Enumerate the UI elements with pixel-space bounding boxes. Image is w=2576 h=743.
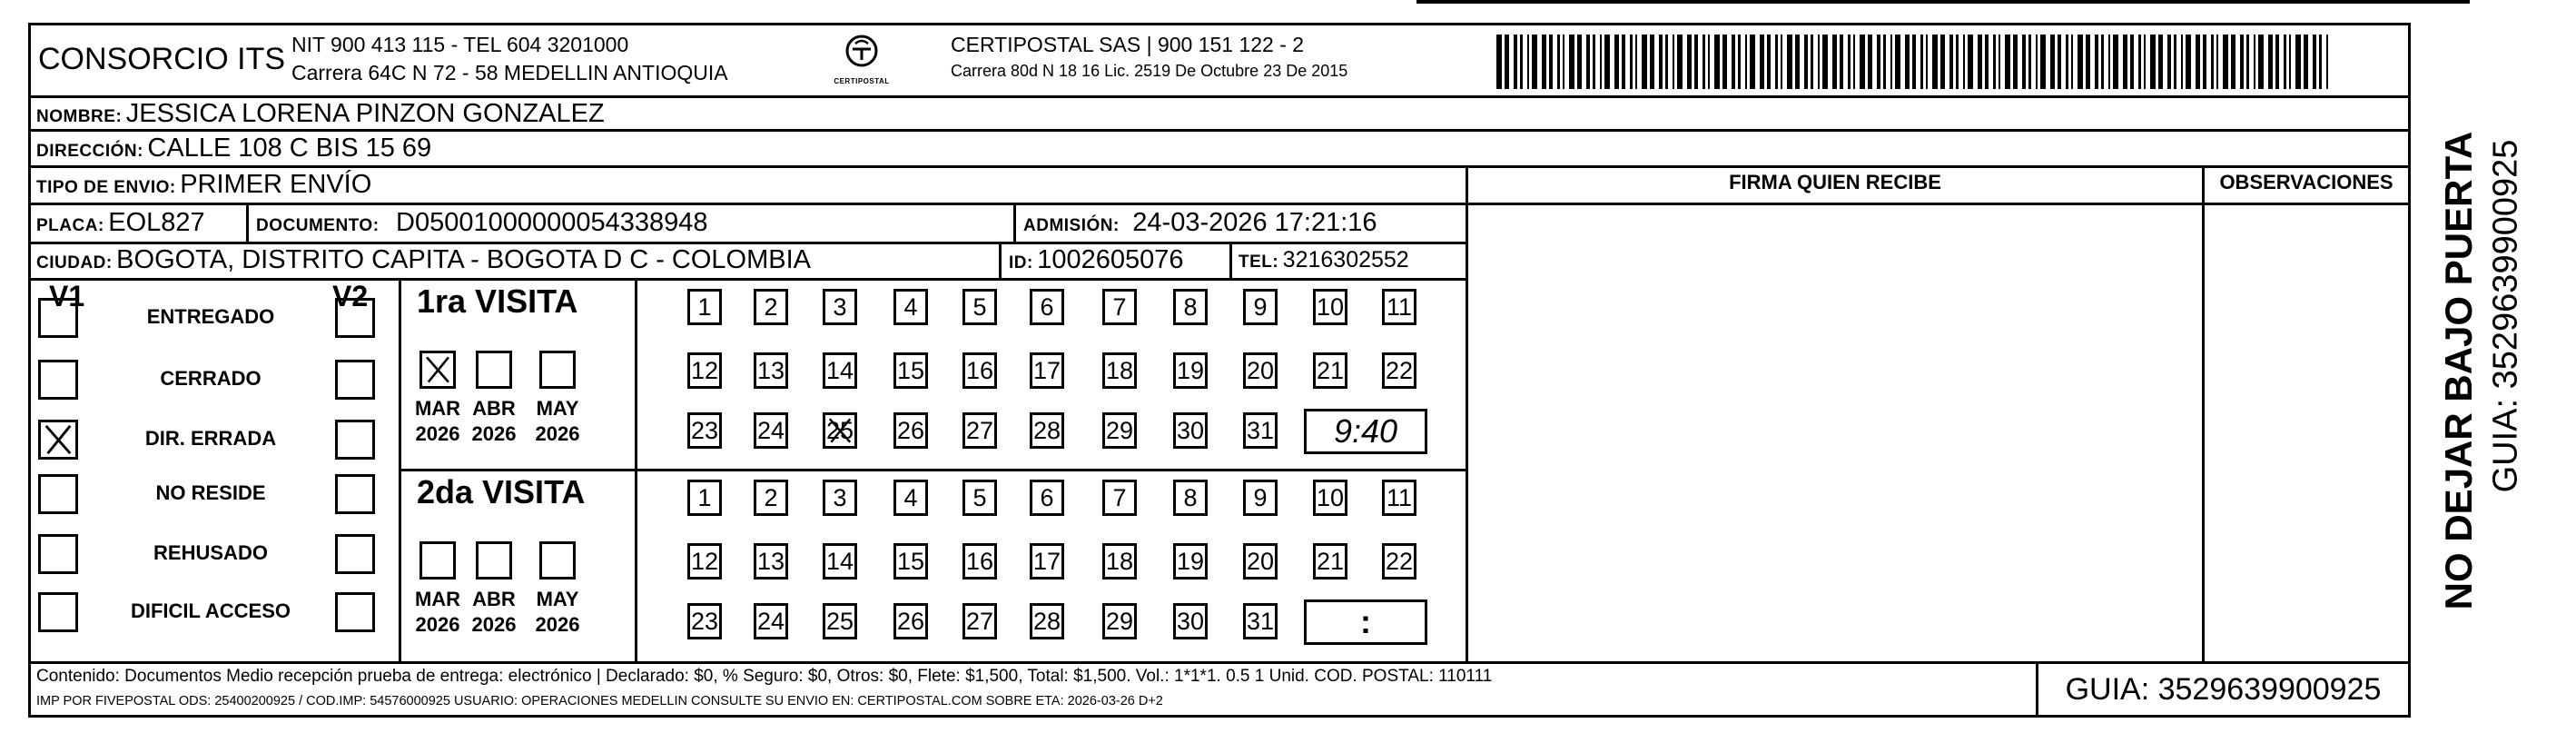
visit2-day-box[interactable]: [1030, 543, 1064, 580]
id-row: [1009, 245, 1184, 275]
visit1-day-box[interactable]: [1030, 289, 1064, 325]
day-number: 25: [825, 416, 854, 444]
visit2-day-box[interactable]: [687, 543, 722, 580]
visit2-day-box[interactable]: [1102, 603, 1137, 639]
footer-guia: GUIA: 3529639900925: [2065, 672, 2382, 707]
visit2-day-box[interactable]: [1382, 543, 1416, 580]
day-number: 2: [764, 483, 778, 511]
month-name: MAY: [536, 588, 579, 610]
nombre-label: NOMBRE:: [36, 107, 123, 126]
visit1-day-box[interactable]: [962, 412, 997, 449]
delivery-form: [28, 23, 2411, 718]
visit2-day-box[interactable]: [754, 543, 788, 580]
ciudad-label: CIUDAD:: [36, 253, 113, 272]
visit1-day-box[interactable]: [823, 352, 857, 389]
month-name: ABR: [472, 397, 516, 420]
visit1-day-box[interactable]: [1030, 412, 1064, 449]
day-number: 19: [1176, 356, 1205, 384]
visit1-day-box[interactable]: [1102, 352, 1137, 389]
visit1-day-box[interactable]: [1382, 289, 1416, 325]
day-number: 4: [903, 483, 918, 511]
visit1-day-box[interactable]: [754, 289, 788, 325]
visit1-month-label: [410, 396, 465, 447]
x-mark-icon: [825, 415, 854, 446]
logo-caption: CERTIPOSTAL: [834, 77, 890, 85]
day-number: 22: [1385, 547, 1414, 575]
ciudad-value: BOGOTA, DISTRITO CAPITA - BOGOTA D C - COLOMBIA: [116, 245, 812, 274]
visit1-day-box[interactable]: [893, 412, 928, 449]
documento-row: [256, 208, 708, 238]
tipo-value: PRIMER ENVÍO: [180, 170, 372, 199]
documento-label: DOCUMENTO:: [256, 216, 380, 235]
vrule-observaciones: [2202, 165, 2205, 661]
day-number: 1: [697, 292, 712, 321]
visit1-day-box[interactable]: [962, 289, 997, 325]
visit2-day-box[interactable]: [823, 480, 857, 516]
direccion-value: CALLE 108 C BIS 15 69: [147, 134, 432, 163]
visit2-time-value: :: [1360, 603, 1371, 640]
nombre-value: JESSICA LORENA PINZON GONZALEZ: [125, 99, 605, 128]
visit2-time-box[interactable]: [1304, 599, 1427, 645]
visit2-day-box[interactable]: [823, 603, 857, 639]
day-number: 16: [965, 356, 994, 384]
status-label: CERRADO: [160, 367, 262, 390]
rule-visit-split: [399, 469, 1466, 471]
visit1-day-box[interactable]: [823, 412, 857, 449]
top-rule: [1416, 0, 2470, 4]
day-number: 10: [1316, 292, 1345, 321]
visit1-day-box[interactable]: [1313, 352, 1347, 389]
status-label: NO RESIDE: [155, 481, 266, 504]
id-label: ID:: [1009, 253, 1033, 272]
month-name: ABR: [472, 588, 516, 610]
day-number: 25: [825, 607, 854, 635]
visit2-day-box[interactable]: [1102, 543, 1137, 580]
day-number: 9: [1253, 292, 1268, 321]
day-number: 16: [965, 547, 994, 575]
rule-column-header: [1466, 203, 2408, 205]
visit1-month-checkbox[interactable]: [539, 351, 576, 389]
visit2-day-box[interactable]: [1313, 480, 1347, 516]
visit2-day-box[interactable]: [687, 603, 722, 639]
status-label: REHUSADO: [153, 541, 268, 564]
admision-value: 24-03-2026 17:21:16: [1132, 208, 1377, 237]
visit1-day-box[interactable]: [1313, 289, 1347, 325]
visit1-day-box[interactable]: [687, 412, 722, 449]
month-year: 2026: [471, 422, 517, 445]
visit1-time-box[interactable]: [1304, 409, 1427, 454]
month-name: MAR: [414, 588, 461, 610]
carrier-line1: CERTIPOSTAL SAS | 900 151 122 - 2: [951, 33, 1305, 56]
visit2-month-label: [410, 587, 465, 638]
status-label: DIR. ERRADA: [144, 427, 277, 450]
company-line2: Carrera 64C N 72 - 58 MEDELLIN ANTIOQUIA: [291, 61, 728, 84]
visit2-day-box[interactable]: [1173, 543, 1208, 580]
visit2-day-box[interactable]: [962, 543, 997, 580]
visit1-day-box[interactable]: [687, 289, 722, 325]
placa-value: EOL827: [108, 208, 205, 237]
v2-checkbox[interactable]: [335, 360, 375, 400]
side-notice: NO DEJAR BAJO PUERTA: [2437, 131, 2480, 610]
certipostal-logo: [830, 33, 893, 87]
visit2-day-box[interactable]: [1102, 480, 1137, 516]
visit1-day-box[interactable]: [1102, 412, 1137, 449]
visit2-day-box[interactable]: [893, 603, 928, 639]
visit2-day-box[interactable]: [1173, 480, 1208, 516]
day-number: 12: [690, 547, 719, 575]
visit1-day-box[interactable]: [893, 289, 928, 325]
visit1-day-box[interactable]: [1243, 412, 1278, 449]
firma-header: FIRMA QUIEN RECIBE: [1729, 171, 1941, 193]
day-number: 17: [1032, 547, 1061, 575]
day-number: 24: [756, 416, 785, 444]
ciudad-row: [36, 245, 811, 275]
visit1-day-box[interactable]: [754, 352, 788, 389]
month-year: 2026: [415, 422, 460, 445]
day-number: 8: [1183, 483, 1198, 511]
vrule-id: [999, 242, 1002, 278]
day-number: 28: [1032, 416, 1061, 444]
tipo-label: TIPO DE ENVIO:: [36, 178, 176, 197]
day-number: 15: [896, 547, 925, 575]
month-year: 2026: [471, 613, 517, 636]
visit1-month-checkbox[interactable]: [419, 351, 456, 389]
rule-footer: [31, 661, 2408, 664]
tel-row: [1239, 247, 1409, 273]
visit1-day-box[interactable]: [1173, 352, 1208, 389]
company-name: CONSORCIO ITS: [38, 42, 286, 76]
tel-value: 3216302552: [1282, 247, 1409, 272]
visit1-day-box[interactable]: [1102, 289, 1137, 325]
visit1-day-box[interactable]: [1382, 352, 1416, 389]
v1-checkbox[interactable]: [38, 360, 78, 400]
vrule-placa: [246, 203, 249, 242]
visit1-day-box[interactable]: [1243, 289, 1278, 325]
visit2-month-label: [530, 587, 585, 638]
day-number: 20: [1246, 547, 1275, 575]
rule-header: [31, 95, 2408, 98]
visit2-day-box[interactable]: [1030, 480, 1064, 516]
visit2-day-box[interactable]: [893, 543, 928, 580]
day-number: 20: [1246, 356, 1275, 384]
visit1-day-box[interactable]: [823, 289, 857, 325]
visit1-day-box[interactable]: [1030, 352, 1064, 389]
day-number: 13: [756, 547, 785, 575]
visit1-title: 1ra VISITA: [417, 282, 578, 320]
v2-checkbox[interactable]: [335, 474, 375, 514]
day-number: 15: [896, 356, 925, 384]
day-number: 22: [1385, 356, 1414, 384]
day-number: 26: [896, 607, 925, 635]
visit2-day-box[interactable]: [962, 480, 997, 516]
v2-checkbox[interactable]: [335, 592, 375, 632]
v1-checkbox[interactable]: [38, 420, 78, 460]
visit2-day-box[interactable]: [1173, 603, 1208, 639]
tipo-row: [36, 170, 371, 200]
visit1-month-label: [530, 396, 585, 447]
visit1-day-box[interactable]: [1173, 412, 1208, 449]
day-number: 21: [1316, 547, 1345, 575]
placa-row: [36, 208, 205, 238]
day-number: 30: [1176, 607, 1205, 635]
vrule-status: [399, 278, 401, 661]
admision-row: [1023, 208, 1377, 238]
rule-placa: [31, 242, 1466, 244]
day-number: 31: [1246, 607, 1275, 635]
visit2-day-box[interactable]: [1382, 480, 1416, 516]
visit1-month-checkbox[interactable]: [476, 351, 512, 389]
visit2-day-box[interactable]: [687, 480, 722, 516]
day-number: 5: [972, 483, 987, 511]
carrier-line2: Carrera 80d N 18 16 Lic. 2519 De Octubre 23 De 2015: [951, 62, 1348, 80]
visit1-month-label: [467, 396, 521, 447]
x-mark-icon: [41, 422, 75, 457]
day-number: 10: [1316, 483, 1345, 511]
visit2-day-box[interactable]: [962, 603, 997, 639]
day-number: 18: [1105, 547, 1134, 575]
visit1-day-box[interactable]: [1243, 352, 1278, 389]
footer-line2: IMP POR FIVEPOSTAL ODS: 25400200925 / COD.IMP: 54576000925 USUARIO: OPERACIONES MEDELLIN CONSULTE SU ENVIO EN: CERTIPOSTAL.COM SOBRE ETA: 2026-03-26 D+2: [36, 694, 1163, 708]
day-number: 4: [903, 292, 918, 321]
documento-value: D05001000000054338948: [396, 208, 708, 237]
day-number: 29: [1105, 607, 1134, 635]
vrule-firma: [1466, 165, 1468, 661]
rule-ciudad: [31, 278, 1466, 281]
v2-label: V2: [332, 280, 369, 312]
visit2-month-checkbox[interactable]: [419, 541, 456, 580]
visit1-day-box[interactable]: [962, 352, 997, 389]
rule-direccion: [31, 165, 2408, 168]
day-number: 19: [1176, 547, 1205, 575]
v2-checkbox[interactable]: [335, 298, 375, 338]
visit2-month-checkbox[interactable]: [476, 541, 512, 580]
visit2-day-box[interactable]: [1313, 543, 1347, 580]
visit1-day-box[interactable]: [754, 412, 788, 449]
month-name: MAY: [536, 397, 579, 420]
status-label: DIFICIL ACCESO: [130, 599, 291, 622]
visit2-day-box[interactable]: [893, 480, 928, 516]
day-number: 30: [1176, 416, 1205, 444]
day-number: 3: [833, 483, 847, 511]
day-number: 17: [1032, 356, 1061, 384]
x-mark-icon: [422, 353, 453, 386]
visit2-day-box[interactable]: [1030, 603, 1064, 639]
direccion-row: [36, 134, 431, 163]
day-number: 1: [697, 483, 712, 511]
admision-label: ADMISIÓN:: [1023, 216, 1120, 235]
day-number: 2: [764, 292, 778, 321]
day-number: 27: [965, 607, 994, 635]
visit1-day-box[interactable]: [687, 352, 722, 389]
direccion-label: DIRECCIÓN:: [36, 142, 143, 161]
v2-checkbox[interactable]: [335, 534, 375, 574]
day-number: 11: [1386, 483, 1413, 511]
v1-label: V1: [49, 280, 85, 312]
certipostal-logo-icon: [830, 33, 893, 73]
day-number: 24: [756, 607, 785, 635]
day-number: 21: [1316, 356, 1345, 384]
day-number: 14: [825, 356, 854, 384]
visit2-month-label: [467, 587, 521, 638]
vrule-admision: [1013, 203, 1016, 242]
month-year: 2026: [415, 613, 460, 636]
day-number: 18: [1105, 356, 1134, 384]
status-label: ENTREGADO: [146, 305, 275, 328]
day-number: 28: [1032, 607, 1061, 635]
day-number: 3: [833, 292, 847, 321]
day-number: 7: [1112, 483, 1127, 511]
v1-checkbox[interactable]: [38, 592, 78, 632]
placa-label: PLACA:: [36, 216, 104, 235]
visit1-time-value: 9:40: [1333, 412, 1398, 450]
visit2-day-box[interactable]: [754, 603, 788, 639]
day-number: 27: [965, 416, 994, 444]
day-number: 13: [756, 356, 785, 384]
day-number: 23: [690, 607, 719, 635]
day-number: 8: [1183, 292, 1198, 321]
observaciones-header: OBSERVACIONES: [2219, 171, 2393, 193]
visit2-title: 2da VISITA: [417, 473, 586, 510]
visit2-day-box[interactable]: [1243, 603, 1278, 639]
v2-checkbox[interactable]: [335, 420, 375, 460]
day-number: 23: [690, 416, 719, 444]
visit2-day-box[interactable]: [1243, 543, 1278, 580]
vrule-months: [635, 278, 637, 661]
rule-nombre: [31, 129, 2408, 132]
footer-line1: Contenido: Documentos Medio recepción prueba de entrega: electrónico | Declarado: $0, % Seguro: $0, Otros: $0, Flete: $1,500, Total: $1,500. Vol.: 1*1*1. 0.5 1 Unid. COD. POSTAL: 110111: [36, 667, 1493, 686]
day-number: 26: [896, 416, 925, 444]
v1-checkbox[interactable]: [38, 298, 78, 338]
day-number: 31: [1246, 416, 1275, 444]
day-number: 29: [1105, 416, 1134, 444]
day-number: 12: [690, 356, 719, 384]
visit2-day-box[interactable]: [1243, 480, 1278, 516]
nombre-row: [36, 99, 605, 129]
visit2-day-box[interactable]: [754, 480, 788, 516]
day-number: 11: [1386, 292, 1413, 321]
day-number: 6: [1040, 483, 1054, 511]
id-value: 1002605076: [1037, 245, 1184, 274]
day-number: 5: [972, 292, 987, 321]
visit1-day-box[interactable]: [893, 352, 928, 389]
day-number: 6: [1040, 292, 1054, 321]
day-number: 7: [1112, 292, 1127, 321]
month-year: 2026: [535, 422, 580, 445]
visit1-day-box[interactable]: [1173, 289, 1208, 325]
tel-label: TEL:: [1239, 253, 1279, 272]
company-line1: NIT 900 413 115 - TEL 604 3201000: [291, 33, 629, 56]
month-year: 2026: [535, 613, 580, 636]
day-number: 14: [825, 547, 854, 575]
v1-checkbox[interactable]: [38, 534, 78, 574]
v1-checkbox[interactable]: [38, 474, 78, 514]
month-name: MAR: [414, 397, 461, 420]
visit2-day-box[interactable]: [823, 543, 857, 580]
visit2-month-checkbox[interactable]: [539, 541, 576, 580]
vrule-tel: [1229, 242, 1232, 278]
side-guia: GUIA: 3529639900925: [2486, 139, 2525, 493]
day-number: 9: [1253, 483, 1268, 511]
